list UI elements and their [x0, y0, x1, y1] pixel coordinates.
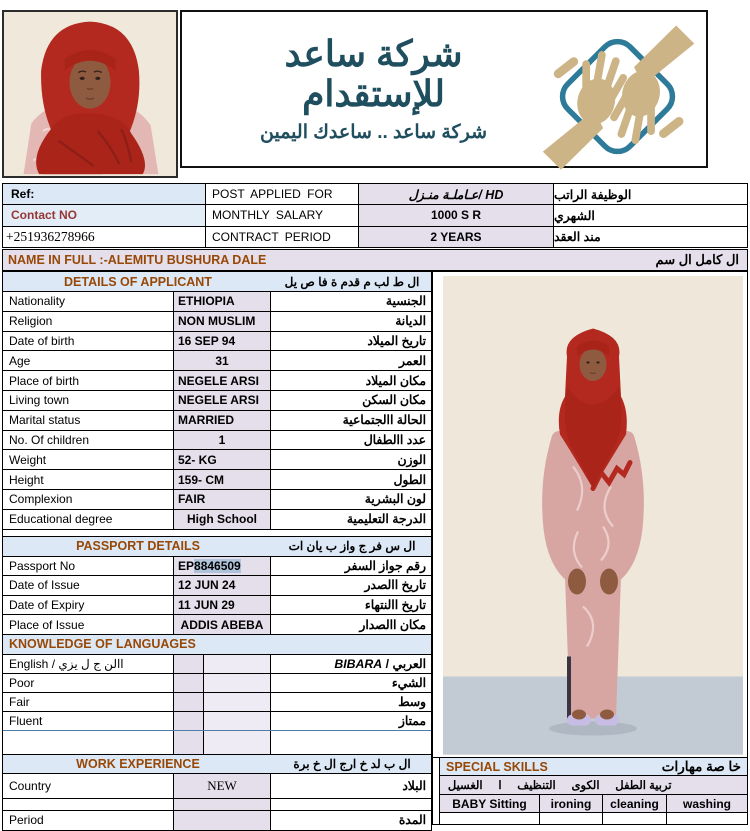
- special-skills-table: [439, 758, 747, 825]
- field-value: ETHIOPIA: [173, 292, 271, 311]
- table-row: [3, 774, 431, 799]
- field-label: Living town: [9, 393, 70, 408]
- amharic-language-label: BIBARA: [334, 656, 383, 671]
- work-header-label: WORK EXPERIENCE: [76, 756, 200, 771]
- company-subtitle: شركة ساعد .. ساعدك اليمين: [260, 122, 487, 144]
- post-applied-value: عـاملـة منـزل/ HD: [408, 187, 504, 202]
- field-value: 16 SEP 94: [173, 332, 271, 351]
- post-applied-label: POST APPLIED FOR: [206, 184, 359, 204]
- table-row: [3, 292, 431, 312]
- field-value: 159- CM: [173, 470, 271, 489]
- field-arabic: الجنسية: [385, 294, 426, 309]
- table-row: [3, 693, 431, 712]
- language-row-label: English / االن ج ل يزي: [9, 656, 124, 671]
- field-arabic: تاريخ االصدر: [364, 578, 426, 593]
- contract-period-value: 2 YEARS: [359, 227, 554, 247]
- period-label: Period: [9, 813, 44, 828]
- passport-number-highlight: 8846509: [194, 558, 241, 573]
- field-arabic: لون البشرية: [364, 492, 426, 507]
- language-level-label: Poor: [9, 675, 35, 690]
- field-value: 12 JUN 24: [173, 576, 271, 595]
- table-row: [3, 371, 431, 391]
- language-cell-a: [173, 693, 204, 711]
- name-in-full: NAME IN FULL :-ALEMITU BUSHURA DALE: [8, 253, 267, 267]
- field-arabic: الطول: [393, 472, 426, 487]
- language-level-arabic: الشيء: [391, 675, 426, 690]
- table-row: [3, 674, 431, 693]
- skill-arabic: ا: [498, 780, 502, 792]
- language-cell-b: [204, 674, 271, 692]
- field-label: Complexion: [9, 492, 73, 507]
- field-arabic: الديانة: [395, 314, 426, 329]
- passport-prefix: EP: [178, 558, 195, 573]
- skill-arabic: التنظيف: [517, 780, 556, 792]
- table-row: [3, 351, 431, 371]
- field-label: Date of Expiry: [9, 598, 85, 613]
- work-section-header: [3, 755, 431, 774]
- field-arabic: تاريخ الميلاد: [367, 333, 426, 348]
- passport-number-value: [173, 557, 271, 576]
- field-label: Height: [9, 472, 44, 487]
- field-value: 1: [173, 431, 271, 450]
- language-cell-a: [173, 674, 204, 692]
- empty-value: [173, 799, 271, 810]
- skills-header-arabic: خا صة مهارات: [661, 758, 741, 774]
- language-level-label: Fluent: [9, 713, 43, 728]
- table-row: [3, 712, 431, 731]
- languages-header-label: KNOWLEDGE OF LANGUAGES: [9, 637, 196, 652]
- language-cell-a: [173, 655, 204, 673]
- contract-period-arabic: مند العقد: [554, 230, 601, 245]
- details-section-header: [3, 272, 431, 292]
- empty-cell: [603, 813, 667, 824]
- language-level-arabic: وسط: [398, 694, 426, 709]
- company-title-block: [182, 34, 535, 144]
- table-row: [3, 227, 747, 247]
- language-cell-b: [204, 731, 271, 754]
- table-row: [3, 431, 431, 451]
- table-row: [3, 411, 431, 431]
- country-arabic: البلاد: [402, 778, 426, 793]
- applicant-portrait-photo: [2, 10, 178, 178]
- field-arabic: مكان االصدار: [359, 617, 426, 632]
- field-label: Weight: [9, 452, 47, 467]
- arabic-language-label: العربي /: [385, 656, 426, 671]
- table-row: [3, 557, 431, 577]
- field-arabic: الحالة االجتماعية: [342, 413, 426, 428]
- language-cell-a: [173, 731, 204, 754]
- table-row: [3, 596, 431, 616]
- table-row: [3, 799, 431, 811]
- skills-english-row: [440, 795, 747, 813]
- phone-number: +251936278966: [3, 227, 206, 247]
- skills-header-label: SPECIAL SKILLS: [446, 759, 548, 774]
- field-value: High School: [173, 510, 271, 529]
- period-arabic: المدة: [398, 813, 426, 828]
- company-header: [180, 10, 708, 168]
- fullbody-illustration: [443, 276, 743, 755]
- name-in-full-row: [2, 249, 748, 271]
- field-value: 31: [173, 351, 271, 370]
- field-value: FAIR: [173, 490, 271, 509]
- field-label: Age: [9, 353, 31, 368]
- spacer-row: [3, 530, 431, 537]
- field-arabic: رقم جواز السفر: [344, 558, 426, 573]
- field-label: No. Of children: [9, 432, 90, 447]
- field-value: ADDIS ABEBA: [173, 615, 271, 634]
- table-row: [3, 332, 431, 352]
- skills-section-header: [440, 758, 747, 776]
- language-level-label: Fair: [9, 694, 30, 709]
- passport-header-arabic: ال س فر ج واز ب يان ات: [288, 539, 416, 554]
- field-value: MARRIED: [173, 411, 271, 430]
- table-row: [3, 811, 431, 830]
- language-cell-b: [204, 655, 271, 673]
- applicant-fullbody-photo: [433, 272, 747, 758]
- field-label: Date of Issue: [9, 578, 80, 593]
- table-row: [3, 312, 431, 332]
- language-cell-a: [173, 712, 204, 730]
- applicant-form: [2, 271, 432, 831]
- monthly-salary-label: MONTHLY SALARY: [206, 205, 359, 225]
- table-row: [3, 510, 431, 530]
- field-label: Date of birth: [9, 333, 75, 348]
- field-label: Marital status: [9, 413, 81, 428]
- company-title: شركة ساعد للإستقدام: [284, 32, 463, 114]
- portrait-illustration: [4, 12, 176, 176]
- skill-label: cleaning: [603, 795, 667, 812]
- country-label: Country: [9, 778, 52, 793]
- skills-empty-row: [440, 813, 747, 824]
- field-value: NEGELE ARSI: [173, 371, 271, 390]
- field-arabic: العمر: [399, 353, 426, 368]
- field-label: Educational degree: [9, 512, 113, 527]
- languages-section-header: [3, 635, 431, 655]
- contact-post-table: [2, 183, 748, 248]
- monthly-salary-arabic: الشهري: [554, 208, 595, 223]
- empty-cell: [667, 813, 747, 824]
- passport-section-header: [3, 537, 431, 557]
- post-applied-arabic: الوظيفة الراتب: [554, 187, 632, 202]
- field-label: Place of Issue: [9, 617, 85, 632]
- table-row: [3, 184, 747, 205]
- table-row: [3, 576, 431, 596]
- table-row: [3, 470, 431, 490]
- table-row: [3, 615, 431, 635]
- language-cell-b: [204, 712, 271, 730]
- table-row: [3, 450, 431, 470]
- hands-logo-icon: [535, 14, 700, 164]
- skill-arabic: تربية الطفل: [615, 780, 672, 792]
- right-column: [432, 271, 748, 825]
- field-value: 11 JUN 29: [173, 596, 271, 615]
- contract-period-label: CONTRACT PERIOD: [206, 227, 359, 247]
- period-value: [173, 811, 271, 830]
- language-cell-b: [204, 693, 271, 711]
- table-row: [3, 655, 431, 674]
- table-row: [3, 205, 747, 226]
- table-row: [3, 490, 431, 510]
- field-arabic: مكان السكن: [362, 393, 426, 408]
- field-label: Passport No: [9, 558, 76, 573]
- name-in-full-arabic: ال كامل ال سم: [655, 252, 739, 267]
- table-row: [3, 391, 431, 411]
- field-arabic: تاريخ االنتهاء: [364, 598, 426, 613]
- field-label: Religion: [9, 314, 53, 329]
- field-value: NON MUSLIM: [173, 312, 271, 331]
- field-value: 52- KG: [173, 450, 271, 469]
- details-header-label: DETAILS OF APPLICANT: [64, 274, 212, 289]
- skill-arabic: الكوى: [571, 780, 600, 792]
- country-value: NEW: [173, 774, 271, 798]
- field-arabic: الوزن: [397, 452, 426, 467]
- skill-label: washing: [682, 796, 731, 811]
- table-bottom-border: [440, 824, 747, 825]
- language-row-arabic: [271, 657, 431, 671]
- skill-label: ironing: [540, 795, 603, 812]
- monthly-salary-value: 1000 S R: [359, 205, 554, 225]
- contact-no-label: Contact NO: [3, 205, 206, 225]
- empty-cell: [440, 813, 540, 824]
- field-label: Nationality: [9, 294, 66, 309]
- passport-header-label: PASSPORT DETAILS: [76, 539, 200, 554]
- skill-arabic: الغسيل: [447, 780, 483, 792]
- language-level-arabic: ممتاز: [398, 713, 426, 728]
- empty-cell: [540, 813, 603, 824]
- field-value: NEGELE ARSI: [173, 391, 271, 410]
- skills-arabic-row: [440, 776, 747, 795]
- field-arabic: عدد االطفال: [363, 432, 426, 447]
- work-header-arabic: ال ب لد خ ارج ال خ برة: [293, 756, 411, 771]
- skill-label: BABY Sitting: [440, 795, 540, 812]
- ref-label: Ref:: [3, 184, 206, 204]
- field-arabic: الدرجة التعليمية: [346, 512, 426, 527]
- field-label: Place of birth: [9, 373, 80, 388]
- details-header-arabic: ال ط لب م قدم ة فا ص يل: [284, 274, 420, 289]
- table-row: [3, 731, 431, 755]
- field-arabic: مكان الميلاد: [365, 373, 426, 388]
